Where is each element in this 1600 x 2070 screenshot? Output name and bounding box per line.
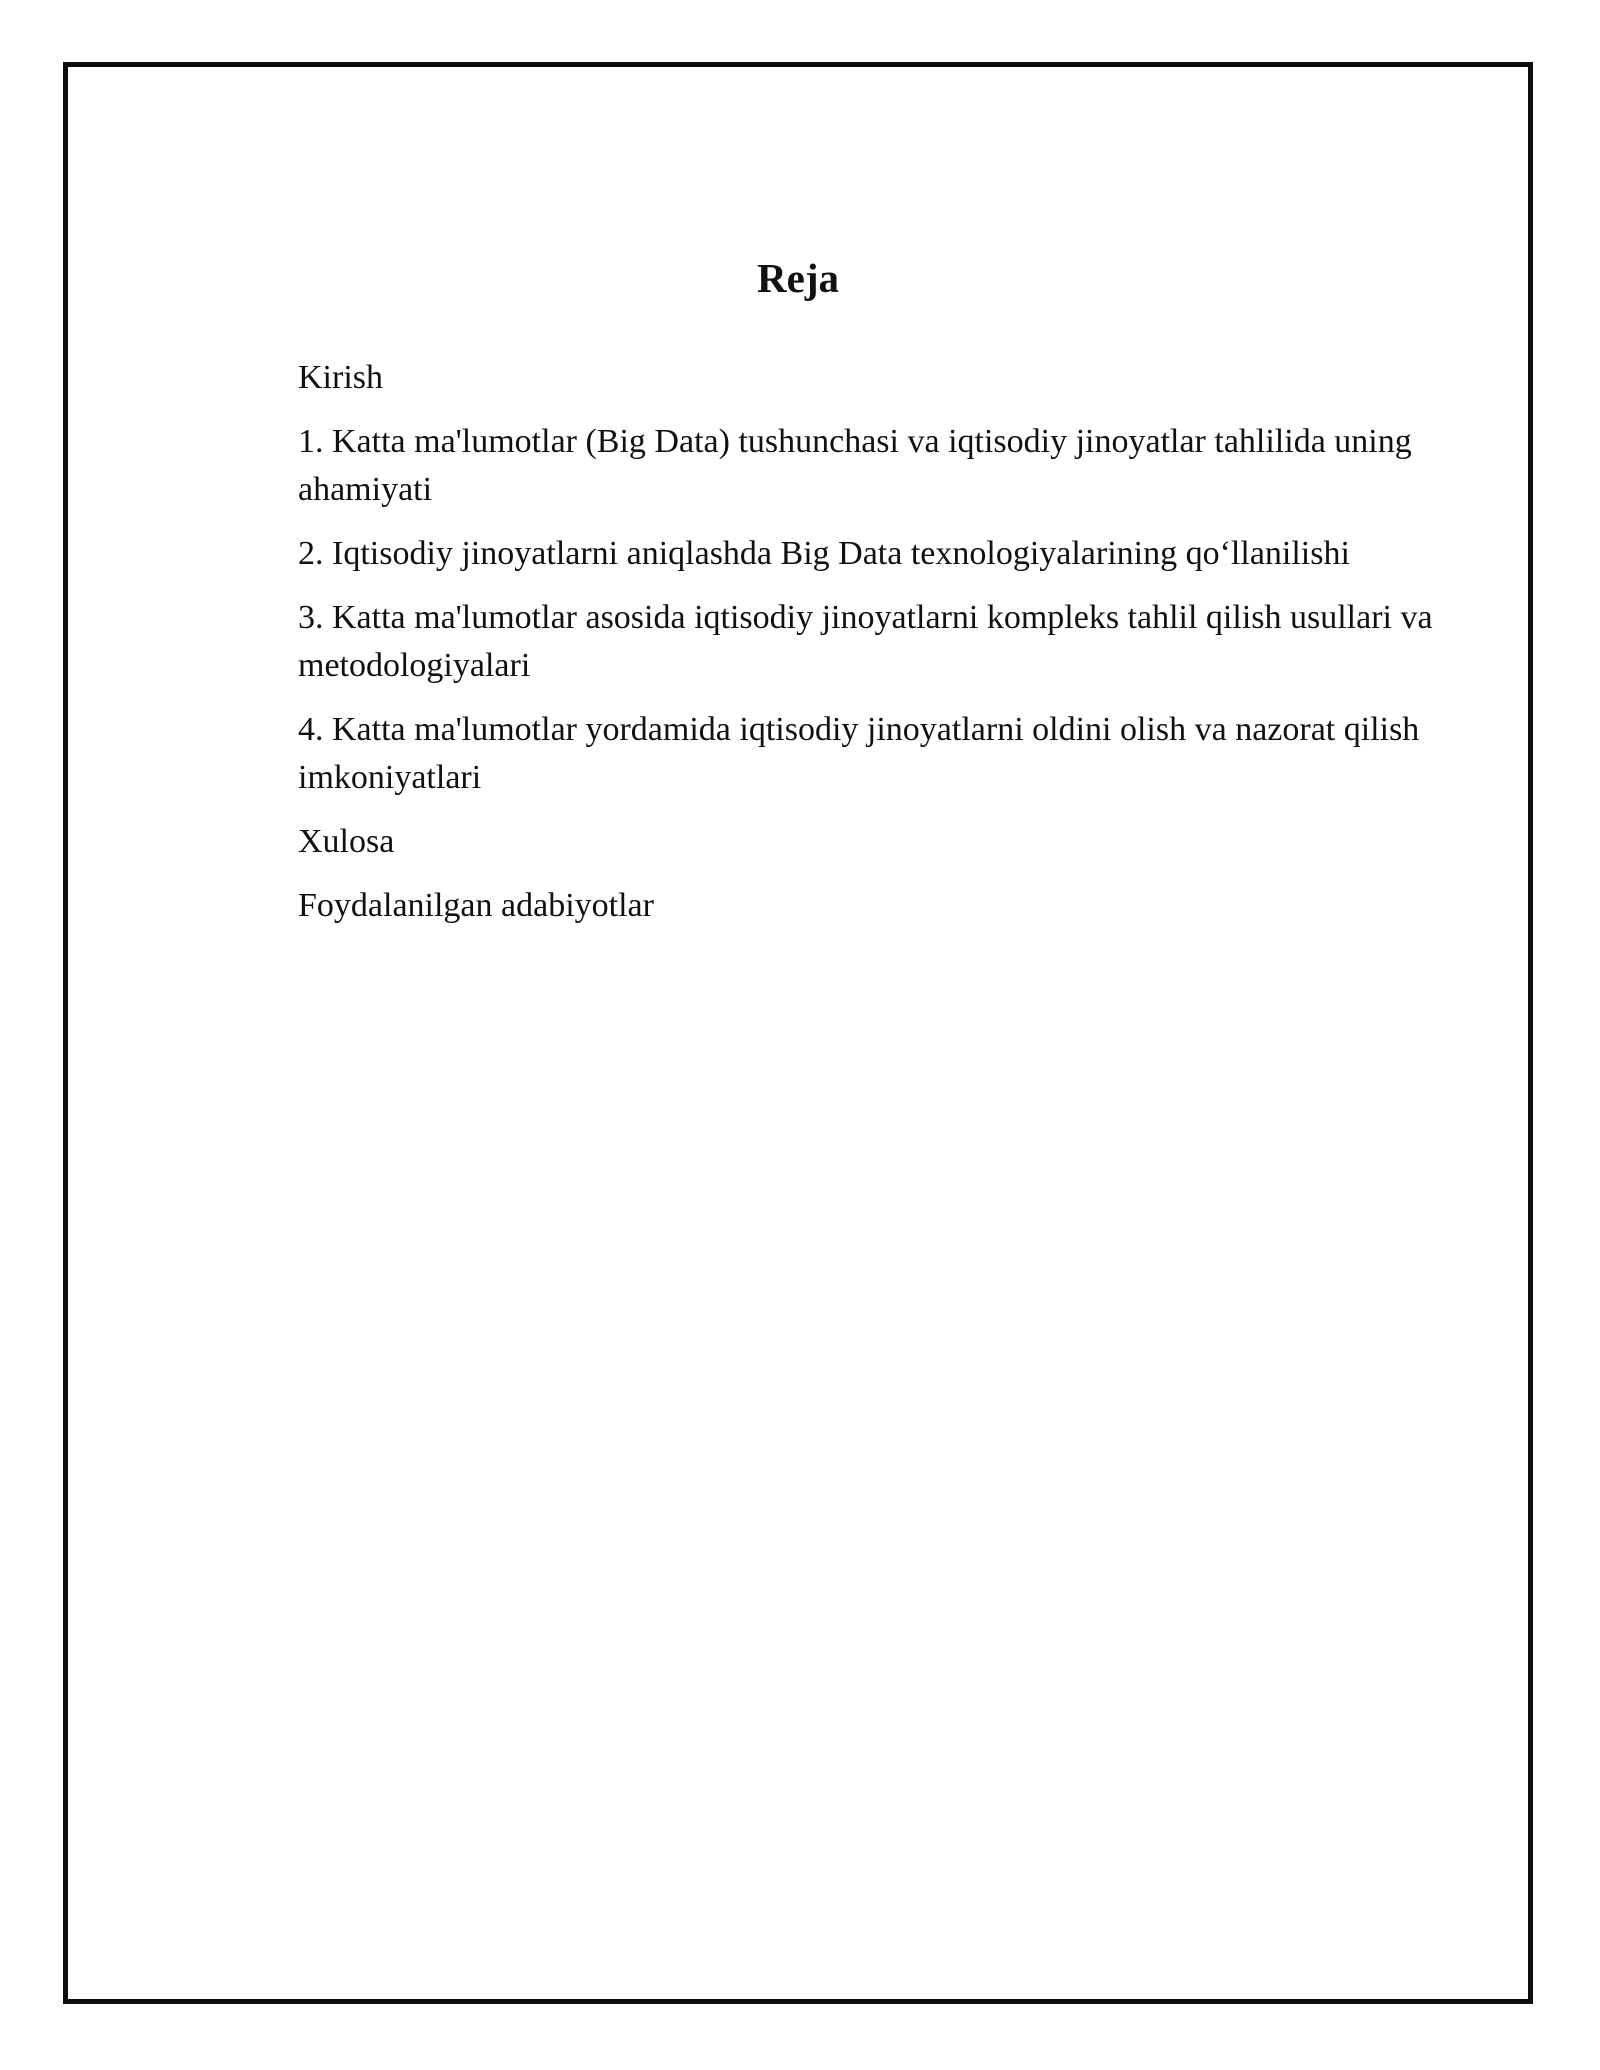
plan-item-4: 4. Katta ma'lumotlar yordamida iqtisodiy jinoyatlarni oldini olish va nazorat qilish imkoniyatlari [298, 711, 1420, 796]
plan-item-references: Foydalanilgan adabiyotlar [298, 887, 654, 924]
plan-list [298, 354, 1438, 946]
plan-item-3: 3. Katta ma'lumotlar asosida iqtisodiy jinoyatlarni kompleks tahlil qilish usullari va metodologiyalari [298, 599, 1433, 684]
plan-item-1: 1. Katta ma'lumotlar (Big Data) tushunchasi va iqtisodiy jinoyatlar tahlilida uning ahamiyati [298, 423, 1412, 508]
plan-item-2: 2. Iqtisodiy jinoyatlarni aniqlashda Big Data texnologiyalarining qo‘llanilishi [298, 535, 1350, 572]
page-title: Reja [757, 255, 839, 301]
plan-item-intro: Kirish [298, 359, 383, 396]
page-frame [63, 62, 1533, 2004]
plan-item-conclusion: Xulosa [298, 823, 395, 860]
